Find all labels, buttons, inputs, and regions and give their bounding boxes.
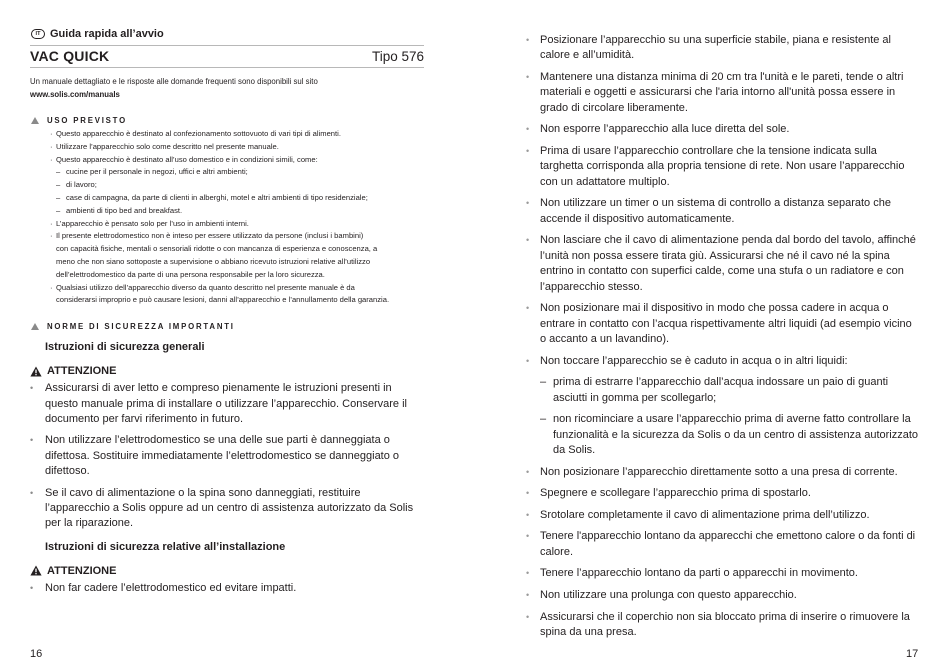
- list-item: – prima di estrarre l’apparecchio dall’acqua indossare un paio di guanti asciutti in gomma per scollegarlo;: [526, 375, 920, 406]
- left-page: [30, 28, 424, 596]
- manuals-link[interactable]: www.solis.com/manuals: [30, 90, 120, 99]
- list-item: • Prima di usare l’apparecchio controllare che la tensione indicata sulla targhetta corrisponda alla propria tensione di rete. Non usare l’apparecchio con un adattatore multiplo.: [526, 144, 920, 190]
- section-triangle-icon: [31, 323, 39, 330]
- list-item: • Assicurarsi di aver letto e compreso pienamente le istruzioni presenti in questo manuale prima di installare o utilizzare l’apparecchio. Conservare il documento per farvi riferimento in futuro.: [30, 381, 424, 427]
- intro-text: [30, 75, 424, 101]
- list-item: • Non toccare l’apparecchio se è caduto in acqua o in altri liquidi:: [526, 354, 920, 369]
- list-item: • Non esporre l’apparecchio alla luce diretta del sole.: [526, 122, 920, 137]
- section-heading: NORME DI SICUREZZA IMPORTANTI: [47, 322, 235, 332]
- list-item: • Posizionare l’apparecchio su una superficie stabile, piana e resistente al calore e all’umidità.: [526, 33, 920, 64]
- installation-safety-title: Istruzioni di sicurezza relative all’installazione: [45, 540, 286, 553]
- list-item: • Non far cadere l’elettrodomestico ed evitare impatti.: [30, 581, 424, 596]
- general-safety-list: [30, 381, 424, 532]
- language-badge: IT: [31, 29, 45, 39]
- guide-title: Guida rapida all’avvio: [50, 28, 164, 40]
- page-number-right: 17: [906, 648, 919, 660]
- installation-safety-list: [30, 581, 424, 596]
- attention-label: ATTENZIONE: [47, 564, 117, 577]
- list-item: • Tenere l’apparecchio lontano da parti o apparecchi in movimento.: [526, 566, 920, 581]
- list-item: • Non utilizzare l’elettrodomestico se una delle sue parti è danneggiata o difettosa. Sostituire immediatamente l’elettrodomestico se danneggiato o difettoso.: [30, 433, 424, 479]
- list-item: • Non utilizzare una prolunga con questo apparecchio.: [526, 588, 920, 603]
- page-number-left: 16: [30, 648, 43, 660]
- list-item: • Non lasciare che il cavo di alimentazione penda dal bordo del tavolo, affinché l’unità non possa essere tirata giù. Assicurarsi che né il cavo né la spina entrino in contatto con superfici calde, come una stufa o un radiatore e con l’apparecchio stesso.: [526, 233, 920, 295]
- list-item: • Srotolare completamente il cavo di alimentazione prima dell’utilizzo.: [526, 508, 920, 523]
- list-item: – non ricominciare a usare l’apparecchio prima di averne fatto controllare la funzionalità e la sicurezza da Solis o da un centro di assistenza autorizzato da Solis.: [526, 412, 920, 458]
- list-item: • Se il cavo di alimentazione o la spina sono danneggiati, restituire l’apparecchio a Solis oppure ad un centro di assistenza autorizzato da Solis per la riparazione.: [30, 486, 424, 532]
- attention-block: [30, 365, 424, 377]
- uso-previsto-list: [30, 128, 424, 307]
- list-item: · Questo apparecchio è destinato al confezionamento sottovuoto di vari tipi di alimenti.: [30, 128, 424, 141]
- list-item: meno che non siano sottoposte a supervisione o abbiano ricevuto istruzioni relative all’utilizzo: [56, 256, 371, 266]
- list-item: dell’elettrodomestico da parte di una persona responsabile per la loro sicurezza.: [56, 269, 325, 279]
- list-item: – case di campagna, da parte di clienti in alberghi, motel e altri ambienti di tipo residenziale;: [30, 192, 424, 205]
- general-safety-title: Istruzioni di sicurezza generali: [45, 341, 205, 354]
- right-page: [526, 33, 920, 647]
- list-item: • Non posizionare l’apparecchio direttamente sotto a una presa di corrente.: [526, 465, 920, 480]
- list-item: con capacità fisiche, mentali o sensoriali ridotte o con mancanza di esperienza e conoscenza, a: [56, 244, 378, 254]
- attention-block: [30, 565, 424, 577]
- list-item: · L’apparecchio è pensato solo per l’uso in ambienti interni.: [30, 218, 424, 231]
- list-item: • Spegnere e scollegare l’apparecchio prima di spostarlo.: [526, 486, 920, 501]
- list-item: · Qualsiasi utilizzo dell’apparecchio diverso da quanto descritto nel presente manuale è da: [30, 282, 424, 295]
- section-norme-sicurezza: [30, 322, 424, 331]
- section-uso-previsto: [30, 116, 424, 125]
- list-item: – di lavoro;: [30, 179, 424, 192]
- right-page-list: [526, 33, 920, 640]
- section-heading: USO PREVISTO: [47, 116, 127, 125]
- list-item: – ambienti di tipo bed and breakfast.: [30, 205, 424, 218]
- product-name: VAC QUICK: [30, 48, 110, 64]
- list-item: · Il presente elettrodomestico non è inteso per essere utilizzato da persone (inclusi i bambini): [30, 230, 424, 243]
- warning-triangle-icon: [30, 565, 42, 576]
- list-item: · Utilizzare l’apparecchio solo come descritto nel presente manuale.: [30, 141, 424, 154]
- list-item: · Questo apparecchio è destinato all’uso domestico e in condizioni simili, come:: [30, 154, 424, 167]
- list-item: • Mantenere una distanza minima di 20 cm tra l'unità e le pareti, tende o altri materiali e oggetti e assicurarsi che l'aria intorno all'unità possa essere in grado di circolare liberamente.: [526, 70, 920, 116]
- list-item: – cucine per il personale in negozi, uffici e altri ambienti;: [30, 166, 424, 179]
- title-row: [30, 45, 424, 68]
- list-item: • Assicurarsi che il coperchio non sia bloccato prima di inserire o rimuovere la spina da una presa.: [526, 610, 920, 641]
- guide-header: [30, 28, 424, 40]
- list-item: • Non posizionare mai il dispositivo in modo che possa cadere in acqua o entrare in contatto con l’acqua rispettivamente altri liquidi (ad esempio vicino o accanto a un lavandino).: [526, 301, 920, 347]
- list-item: • Tenere l'apparecchio lontano da apparecchi che emettono calore o da fonti di calore.: [526, 529, 920, 560]
- section-triangle-icon: [31, 117, 39, 124]
- intro-sentence: Un manuale dettagliato e le risposte alle domande frequenti sono disponibili sul sito: [30, 77, 318, 86]
- list-item: • Non utilizzare un timer o un sistema di controllo a distanza separato che accende il dispositivo automaticamente.: [526, 196, 920, 227]
- attention-label: ATTENZIONE: [47, 365, 117, 378]
- product-type: Tipo 576: [371, 48, 424, 64]
- warning-triangle-icon: [30, 366, 42, 377]
- list-item: considerarsi improprio e può causare lesioni, danni all’apparecchio e l’annullamento della garanzia.: [56, 295, 390, 305]
